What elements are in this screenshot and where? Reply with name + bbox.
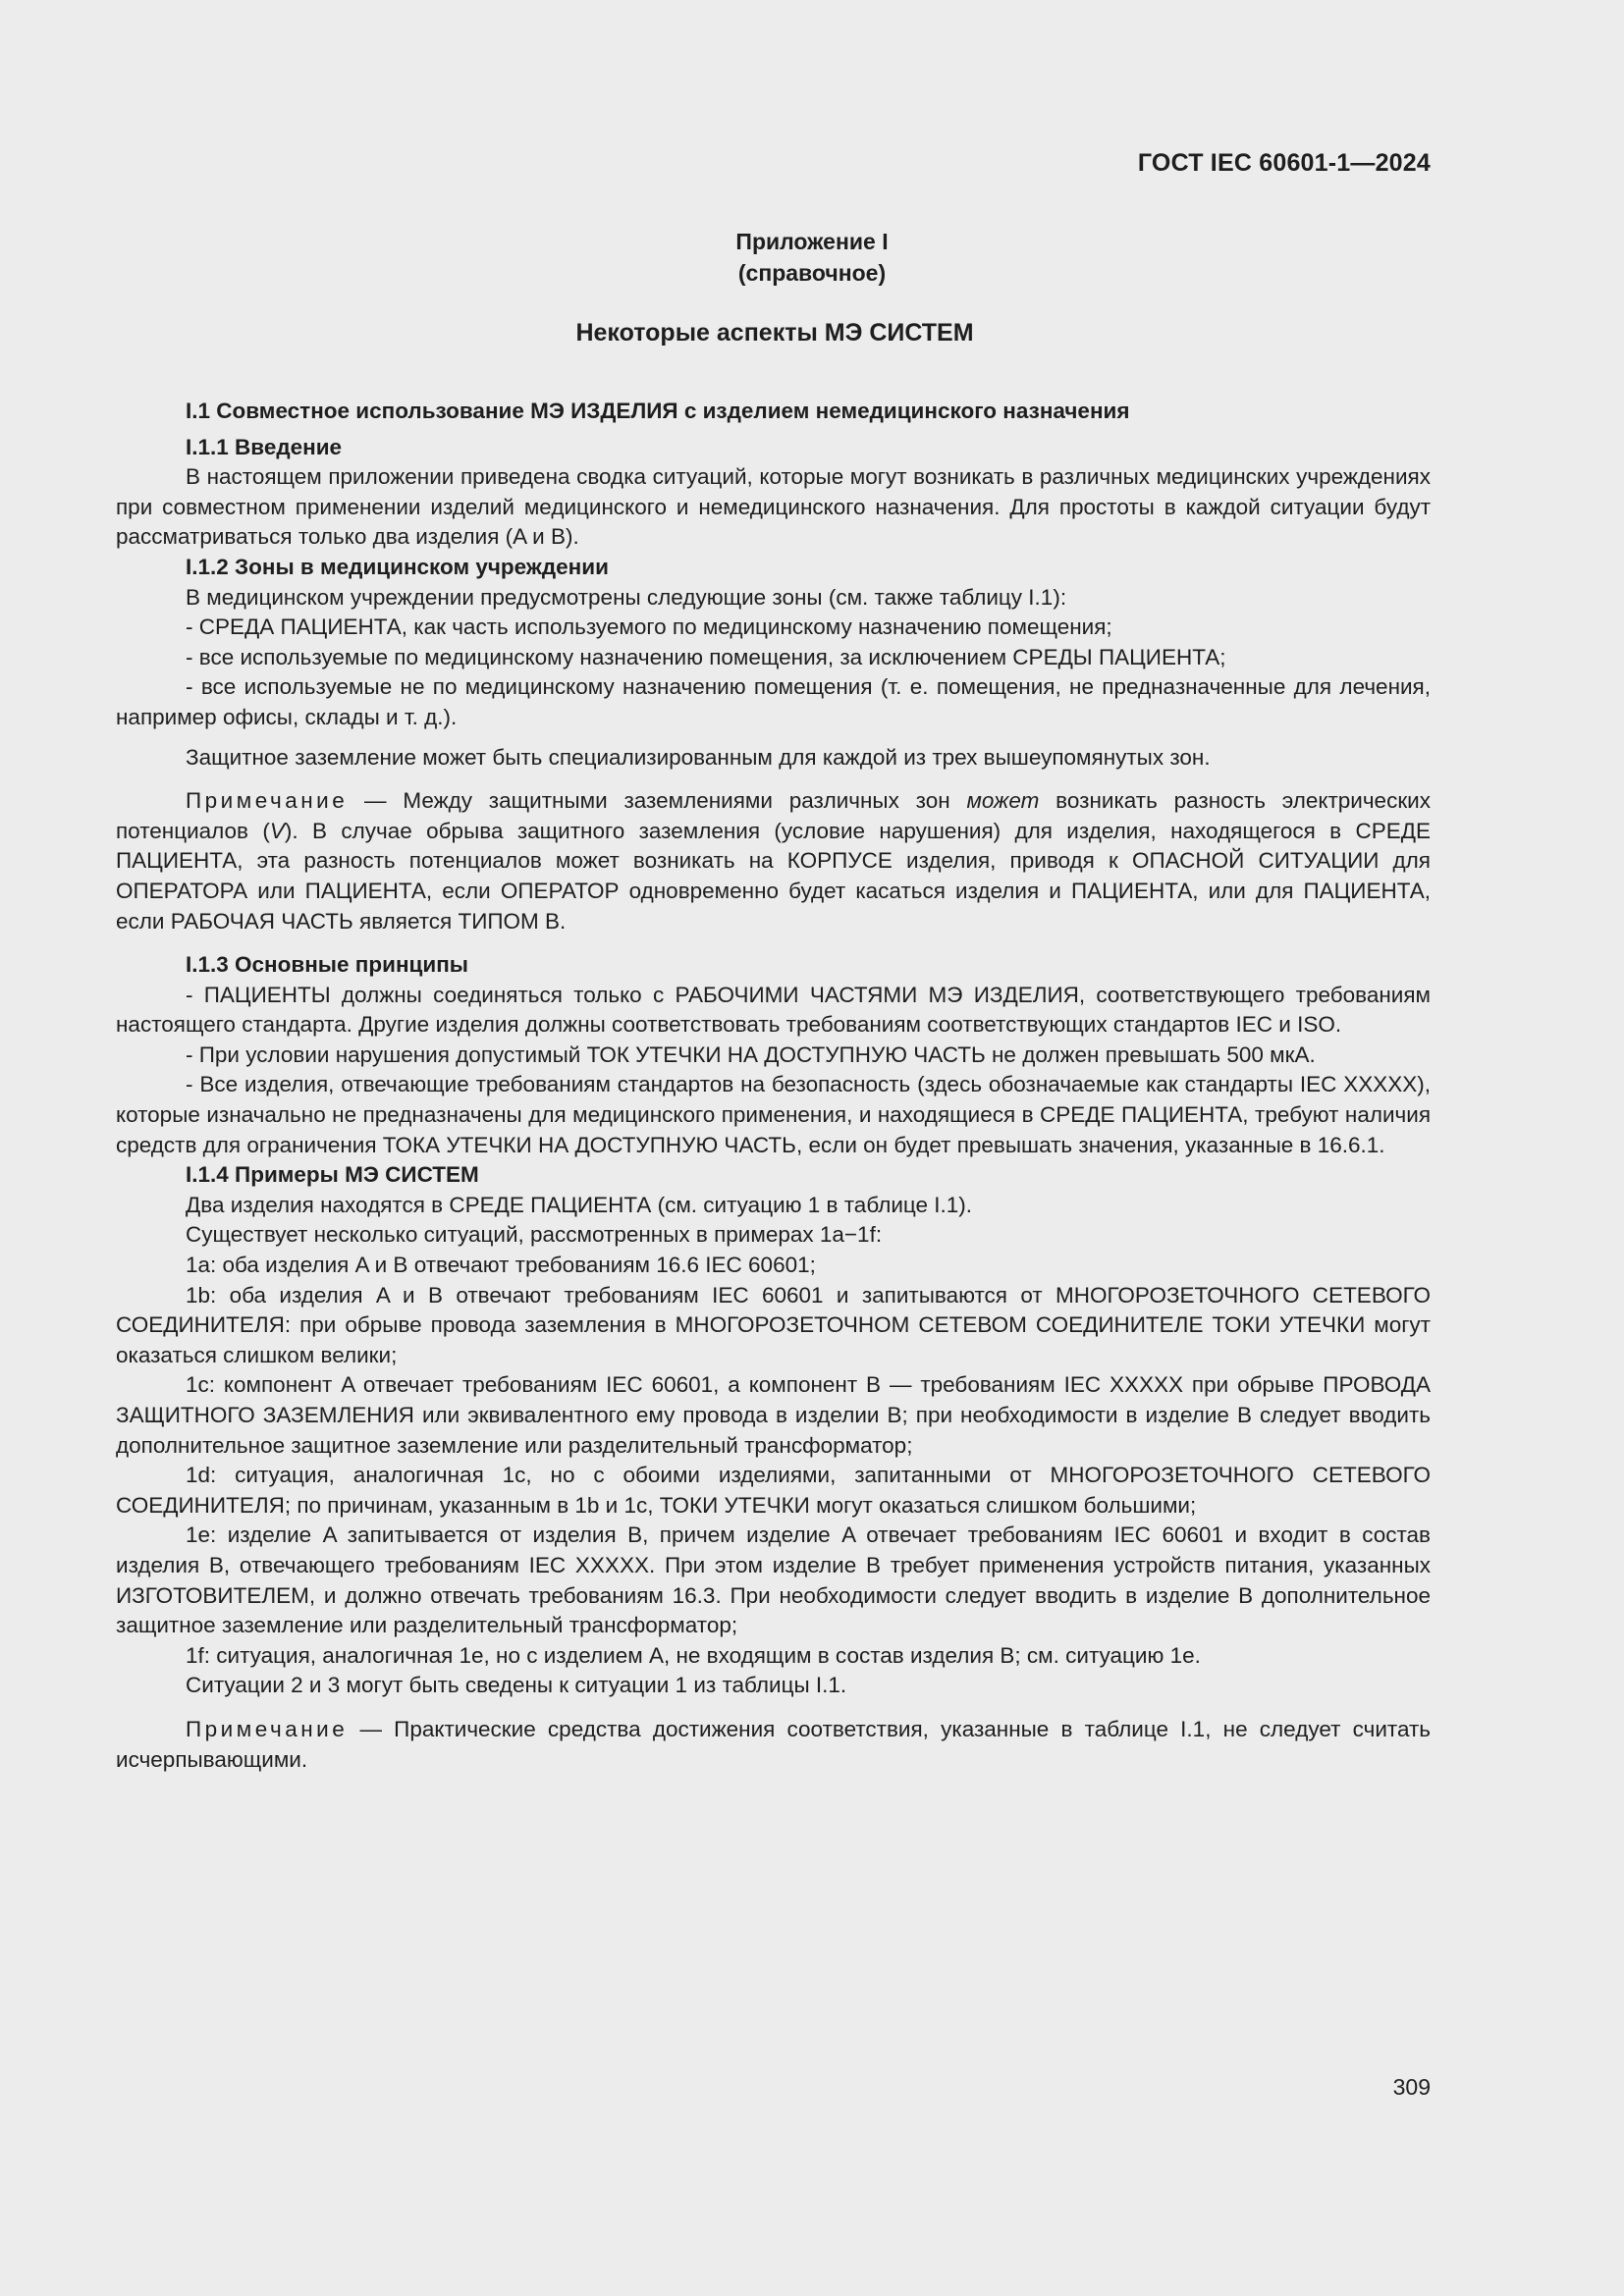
example-item: 1e: изделие A запитывается от изделия B, причем изделие A отвечает требованиям IEC 60601 и входит в состав изделия B, отвечающего требованиям IEC XXXXX. При этом изделие B требует применения устройств питания, указанных ИЗГОТОВИТЕЛЕМ, и должно отвечать требованиям 16.3. При необходимости следует вводить в изделие B дополнительное защитное заземление или разделительный трансформатор; — [116, 1522, 1431, 1638]
note-2 — [116, 1715, 1431, 1775]
section-heading-i1-3: I.1.3 Основные принципы — [186, 952, 469, 978]
note-text: возникать разность электрических потенциалов ( — [116, 788, 1431, 843]
section-heading-i1-2: I.1.2 Зоны в медицинском учреждении — [186, 554, 609, 579]
paragraph: Защитное заземление может быть специализированным для каждой из трех вышеупомянутых зон. — [186, 744, 1211, 770]
example-item: 1c: компонент A отвечает требованиям IEC 60601, а компонент B — требованиям IEC XXXXX при обрыве ПРОВОДА ЗАЩИТНОГО ЗАЗЕМЛЕНИЯ или эквивалентного ему провода в изделии B; при необходимости в изделие B следует вводить дополнительное защитное заземление или разделительный трансформатор; — [116, 1372, 1431, 1458]
list-item: - ПАЦИЕНТЫ должны соединяться только с РАБОЧИМИ ЧАСТЯМИ МЭ ИЗДЕЛИЯ, соответствующего требованиям настоящего стандарта. Другие изделия должны соответствовать требованиям соответствующих стандартов IEC и ISO. — [116, 982, 1431, 1038]
annex-title: Приложение I — [735, 229, 889, 254]
note-text: — Практические средства достижения соответствия, указанные в таблице I.1, не следует считать исчерпывающими. — [116, 1716, 1431, 1772]
list-item: - Все изделия, отвечающие требованиям стандартов на безопасность (здесь обозначаемые как стандарты IEC XXXXX), которые изначально не предназначены для медицинского применения, и находящиеся в СРЕДЕ ПАЦИЕНТА, требуют наличия средств для ограничения ТОКА УТЕЧКИ НА ДОСТУПНУЮ ЧАСТЬ, если он будет превышать значения, указанные в 16.6.1. — [116, 1072, 1431, 1157]
paragraph: Ситуации 2 и 3 могут быть сведены к ситуации 1 из таблицы I.1. — [186, 1673, 847, 1698]
note-text: — Между защитными заземлениями различных зон — [348, 788, 967, 814]
document-code: ГОСТ IEC 60601-1—2024 — [1137, 149, 1431, 177]
list-item: - СРЕДА ПАЦИЕНТА, как часть используемого по медицинскому назначению помещения; — [186, 614, 1112, 640]
section-heading-i1-1: I.1.1 Введение — [186, 434, 343, 459]
example-item: 1f: ситуация, аналогичная 1e, но с изделием A, не входящим в состав изделия B; см. ситуацию 1e. — [186, 1642, 1201, 1668]
annex-heading: Некоторые аспекты МЭ СИСТЕМ — [575, 319, 974, 347]
note-1 — [116, 786, 1431, 936]
paragraph: В настоящем приложении приведена сводка ситуаций, которые могут возникать в различных медицинских учреждениях при совместном применении изделий медицинского и немедицинского назначения. Для простоты в каждой ситуации будут рассматриваться только два изделия (A и B). — [116, 464, 1431, 550]
note-label: Примечание — [186, 1716, 349, 1741]
paragraph: В медицинском учреждении предусмотрены следующие зоны (см. также таблицу I.1): — [186, 584, 1067, 610]
example-item: 1a: оба изделия A и B отвечают требованиям 16.6 IEC 60601; — [186, 1253, 816, 1278]
page-number: 309 — [1392, 2074, 1431, 2100]
note-emphasis: может — [966, 788, 1040, 814]
list-item: - При условии нарушения допустимый ТОК УТЕЧКИ НА ДОСТУПНУЮ ЧАСТЬ не должен превышать 500 мкА. — [186, 1041, 1316, 1067]
document-body — [116, 397, 1431, 1775]
list-item: - все используемые по медицинскому назначению помещения, за исключением СРЕДЫ ПАЦИЕНТА; — [186, 644, 1226, 669]
paragraph: Существует несколько ситуаций, рассмотренных в примерах 1a−1f: — [186, 1222, 883, 1248]
note-text: ). В случае обрыва защитного заземления (условие нарушения) для изделия, находящегося в СРЕДЕ ПАЦИЕНТА, эта разность потенциалов может возникать на КОРПУСЕ изделия, приводя к ОПАСНОЙ СИТУАЦИИ для ОПЕРАТОРА или ПАЦИЕНТА, если ОПЕРАТОР одновременно будет касаться изделия и ПАЦИЕНТА, или для ПАЦИЕНТА, если РАБОЧАЯ ЧАСТЬ является ТИПОМ B. — [116, 818, 1432, 934]
annex-title-block — [0, 226, 1624, 289]
note-label: Примечание — [186, 788, 349, 814]
section-heading-i1: I.1 Совместное использование МЭ ИЗДЕЛИЯ с изделием немедицинского назначения — [186, 399, 1130, 423]
annex-subtitle: (справочное) — [737, 260, 887, 286]
list-item: - все используемые не по медицинскому назначению помещения (т. е. помещения, не предназначенные для лечения, например офисы, склады и т. д.). — [116, 674, 1431, 729]
note-symbol: V — [269, 818, 285, 843]
example-item: 1b: оба изделия A и B отвечают требованиям IEC 60601 и запитываются от МНОГОРОЗЕТОЧНОГО СЕТЕВОГО СОЕДИНИТЕЛЯ: при обрыве провода заземления в МНОГОРОЗЕТОЧНОМ СЕТЕВОМ СОЕДИНИТЕЛЕ ТОКИ УТЕЧКИ могут оказаться слишком велики; — [116, 1282, 1431, 1367]
example-item: 1d: ситуация, аналогичная 1c, но с обоими изделиями, запитанными от МНОГОРОЗЕТОЧНОГО СЕТЕВОГО СОЕДИНИТЕЛЯ; по причинам, указанным в 1b и 1c, ТОКИ УТЕЧКИ могут оказаться слишком большими; — [116, 1463, 1431, 1518]
section-heading-i1-4: I.1.4 Примеры МЭ СИСТЕМ — [186, 1162, 479, 1188]
paragraph: Два изделия находятся в СРЕДЕ ПАЦИЕНТА (см. ситуацию 1 в таблице I.1). — [186, 1192, 973, 1217]
